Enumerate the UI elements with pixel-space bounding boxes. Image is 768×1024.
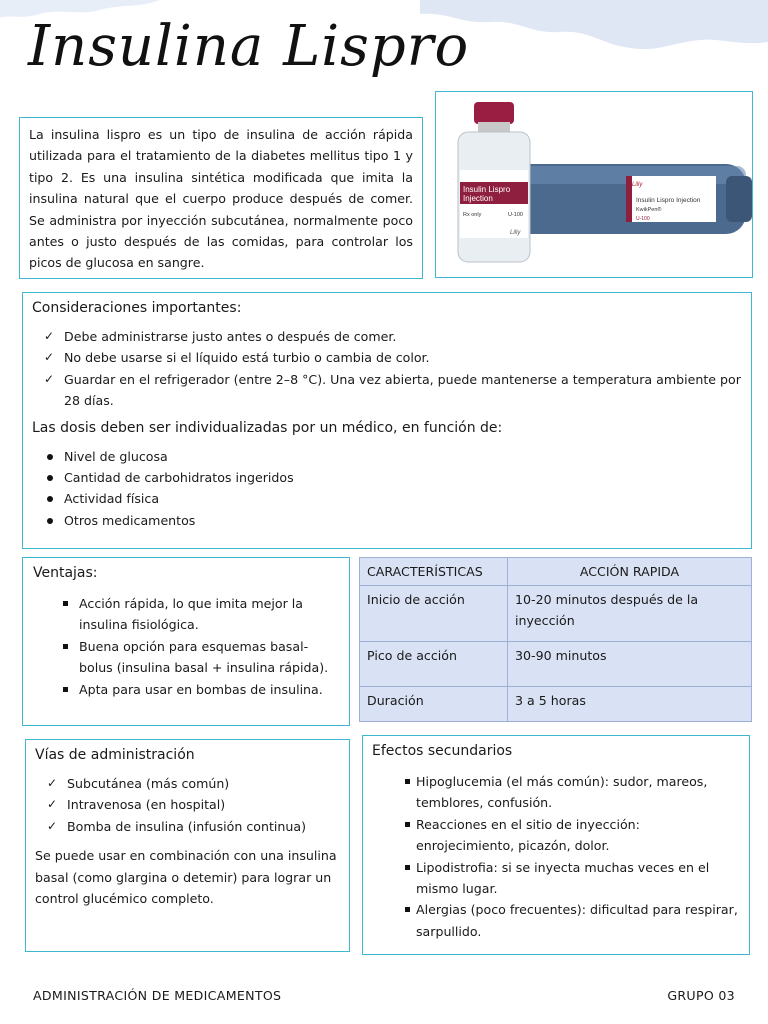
pen-unit: U-100 — [636, 216, 650, 222]
routes-checklist — [35, 773, 340, 837]
list-item: Reacciones en el sitio de inyección: enrojecimiento, picazón, dolor. — [372, 814, 740, 857]
table-row — [360, 642, 752, 687]
list-item: Cantidad de carbohidratos ingeridos — [32, 467, 742, 488]
side-effects-box — [362, 735, 750, 955]
routes-heading: Vías de administración — [35, 747, 195, 763]
list-item: ✓ Debe administrarse justo antes o después de comer. — [32, 326, 742, 347]
list-item: Lipodistrofia: si se inyecta muchas veces en el mismo lugar. — [372, 857, 740, 900]
list-item: ✓ No debe usarse si el líquido está turbio o cambia de color. — [32, 347, 742, 368]
intro-box — [19, 117, 423, 279]
table-cell: 3 a 5 horas — [508, 687, 752, 722]
dose-factors-list — [32, 446, 742, 532]
table-cell: Duración — [360, 687, 508, 722]
vial-unit: U-100 — [508, 212, 523, 218]
table-cell: 30-90 minutos — [508, 642, 752, 687]
pen-label-line1: Insulin Lispro Injection — [636, 197, 701, 204]
table-row — [360, 586, 752, 642]
list-item: ✓ Subcutánea (más común) — [35, 773, 340, 794]
table-header: CARACTERÍSTICAS — [360, 558, 508, 586]
list-item: Acción rápida, lo que imita mejor la insulina fisiológica. — [33, 593, 339, 636]
list-item: Apta para usar en bombas de insulina. — [33, 679, 339, 700]
list-item: Buena opción para esquemas basal-bolus (insulina basal + insulina rápida). — [33, 636, 339, 679]
product-image — [435, 91, 753, 278]
intro-text: La insulina lispro es un tipo de insulina de acción rápida utilizada para el tratamiento de la diabetes mellitus tipo 1 y tipo 2. Es una insulina sintética modificada que imita la insulina natural que el cuerpo produce después de comer. Se administra por inyección subcutánea, normalmente poco antes o justo después de las comidas, para controlar los picos de glucosa en sangre. — [29, 127, 413, 271]
vial-label-line1: Insulin Lispro — [463, 185, 511, 194]
advantages-heading: Ventajas: — [33, 565, 98, 581]
insulin-product-illustration — [436, 92, 753, 278]
considerations-heading: Consideraciones importantes: — [32, 300, 242, 316]
list-item: ✓ Guardar en el refrigerador (entre 2–8 °C). Una vez abierta, puede mantenerse a temperatura ambiente por 28 días. — [32, 369, 742, 412]
footer-group: GRUPO 03 — [667, 988, 735, 1003]
table-row — [360, 687, 752, 722]
table-cell: Inicio de acción — [360, 586, 508, 642]
pen-brand: Lilly — [632, 182, 643, 188]
advantages-box — [22, 557, 350, 726]
list-item: Alergias (poco frecuentes): dificultad para respirar, sarpullido. — [372, 899, 740, 942]
characteristics-table — [359, 557, 752, 722]
list-item: ✓ Bomba de insulina (infusión continua) — [35, 816, 340, 837]
list-item: Nivel de glucosa — [32, 446, 742, 467]
page-title: Insulina Lispro — [28, 14, 470, 79]
considerations-box — [22, 292, 752, 549]
pen-label-line2: KwikPen® — [636, 207, 662, 213]
list-item: Actividad física — [32, 488, 742, 509]
routes-note: Se puede usar en combinación con una insulina basal (como glargina o detemir) para lograr un control glucémico completo. — [35, 848, 337, 907]
table-cell: Pico de acción — [360, 642, 508, 687]
vial-label-line2: Injection — [463, 194, 493, 203]
side-effects-list — [372, 771, 740, 942]
advantages-list — [33, 593, 339, 700]
vial-brand: Lilly — [510, 230, 521, 236]
list-item: Hipoglucemia (el más común): sudor, mareos, temblores, confusión. — [372, 771, 740, 814]
vial-note: Rx only — [463, 212, 482, 218]
list-item: ✓ Intravenosa (en hospital) — [35, 794, 340, 815]
table-header-row — [360, 558, 752, 586]
considerations-checklist — [32, 326, 742, 412]
side-effects-heading: Efectos secundarios — [372, 743, 513, 759]
footer-course: ADMINISTRACIÓN DE MEDICAMENTOS — [33, 988, 282, 1003]
dose-heading: Las dosis deben ser individualizadas por un médico, en función de: — [32, 419, 503, 436]
routes-box — [25, 739, 350, 952]
table-cell: 10-20 minutos después de la inyección — [508, 586, 752, 642]
list-item: Otros medicamentos — [32, 510, 742, 531]
table-header: ACCIÓN RAPIDA — [508, 558, 752, 586]
